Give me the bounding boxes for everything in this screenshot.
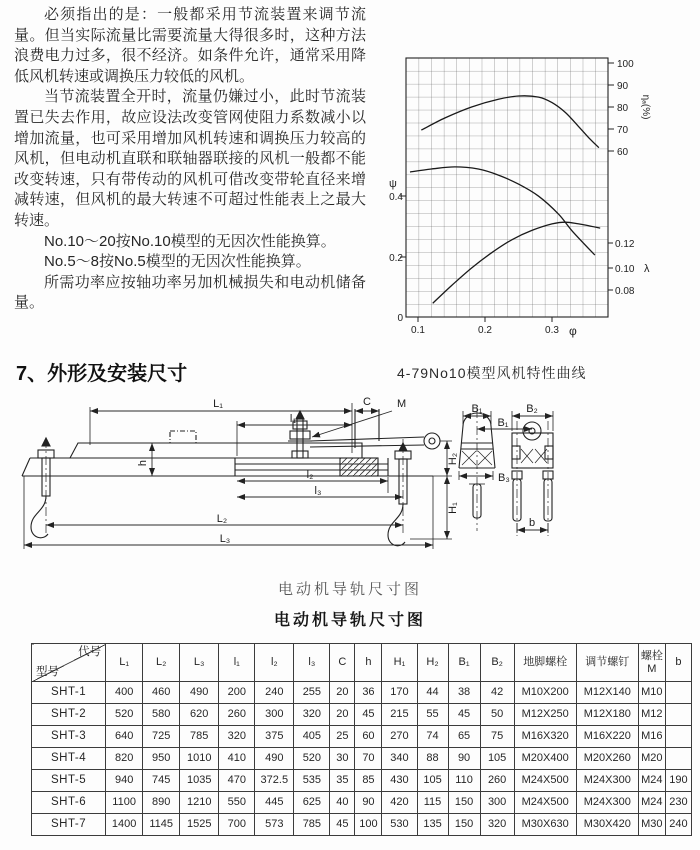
value-cell: 520 — [106, 704, 143, 726]
dim-label-l3: l₃ — [314, 485, 322, 497]
value-cell: 530 — [382, 814, 417, 836]
value-cell: 55 — [417, 704, 448, 726]
column-header: l₁ — [219, 644, 255, 682]
value-cell: 45 — [330, 814, 355, 836]
value-cell: 150 — [448, 792, 480, 814]
corner-header — [32, 644, 106, 682]
value-cell: 150 — [448, 814, 480, 836]
eta-tick-80: 80 — [617, 103, 629, 114]
eta-tick-60: 60 — [617, 147, 629, 158]
value-cell: 75 — [480, 726, 514, 748]
value-cell: 90 — [448, 748, 480, 770]
value-cell: 320 — [480, 814, 514, 836]
value-cell: 100 — [355, 814, 382, 836]
lambda-axis-label: λ — [644, 263, 650, 275]
dim-label-B1-center: B₁ — [497, 417, 509, 429]
value-cell: 320 — [219, 726, 255, 748]
value-cell: M16X220 — [576, 726, 638, 748]
dim-label-B3: B₃ — [498, 472, 510, 484]
value-cell: 620 — [180, 704, 219, 726]
value-cell: 74 — [417, 726, 448, 748]
value-cell: M12X250 — [514, 704, 576, 726]
x-tick-0p2: 0.2 — [478, 325, 492, 336]
table-title: 电动机导轨尺寸图 — [273, 612, 426, 629]
value-cell: 445 — [255, 792, 294, 814]
value-cell: M24X300 — [576, 792, 638, 814]
corner-label-code: 代号 — [78, 646, 102, 658]
value-cell: 372.5 — [255, 770, 294, 792]
right-rail-section — [512, 422, 553, 521]
dim-label-C: C — [363, 396, 371, 408]
model-cell: SHT-2 — [32, 704, 106, 726]
value-cell — [665, 726, 691, 748]
section-heading: 7、外形及安装尺寸 — [16, 363, 188, 385]
value-cell: M16X320 — [514, 726, 576, 748]
value-cell: M30X630 — [514, 814, 576, 836]
paragraph: 当节流装置全开时，流量仍嫌过小，此时节流装置已失去作用，故应设法改变管网使阻力系数减小以增加流量，也可采用增加风机转速和调换压力较高的风机，但电动机直联和联轴器联接的风机一般都不能改变转速，只有带传动的风机可借改变带轮直径来增减转速，但风机的最大转速不可超过性能表上之最大转速。 — [14, 88, 366, 229]
value-cell: 135 — [417, 814, 448, 836]
value-cell — [665, 748, 691, 770]
dim-label-M: M — [397, 398, 407, 410]
left-anchor-hook — [31, 438, 54, 538]
value-cell: 520 — [294, 748, 330, 770]
paragraph: No.10～20按No.10模型的无因次性能换算。 — [44, 232, 336, 250]
value-cell: M30 — [638, 814, 665, 836]
value-cell: 50 — [480, 704, 514, 726]
drawing-svg — [0, 391, 700, 573]
x-axis-label: φ — [569, 324, 577, 338]
table-row — [32, 770, 692, 792]
column-header: B₁ — [448, 644, 480, 682]
table-row — [32, 792, 692, 814]
left-axis-label: ψ — [389, 178, 397, 190]
value-cell: 30 — [330, 748, 355, 770]
model-cell: SHT-6 — [32, 792, 106, 814]
value-cell: 20 — [330, 704, 355, 726]
eta-axis-label: ηₐ(%) — [640, 94, 651, 120]
dim-label-l2: l₂ — [306, 469, 314, 481]
value-cell: 490 — [180, 682, 219, 704]
model-cell: SHT-7 — [32, 814, 106, 836]
column-header: 调节螺钉 — [576, 644, 638, 682]
value-cell: 260 — [219, 704, 255, 726]
eta-tick-90: 90 — [617, 81, 629, 92]
column-header: L₁ — [106, 644, 143, 682]
dim-label-h: h — [137, 459, 149, 467]
x-tick-0p1: 0.1 — [411, 325, 425, 336]
column-header: 螺栓M — [638, 644, 665, 682]
value-cell: 640 — [106, 726, 143, 748]
value-cell: 400 — [106, 682, 143, 704]
value-cell: 45 — [355, 704, 382, 726]
value-cell: 40 — [330, 792, 355, 814]
left-tick-0: 0 — [397, 313, 403, 324]
lambda-tick-008: 0.08 — [615, 286, 635, 297]
value-cell: M24X500 — [514, 770, 576, 792]
model-cell: SHT-5 — [32, 770, 106, 792]
value-cell: 785 — [180, 726, 219, 748]
value-cell: 470 — [219, 770, 255, 792]
fan-performance-chart — [386, 45, 691, 350]
value-cell: 20 — [330, 682, 355, 704]
dim-label-B2: B₂ — [526, 403, 538, 415]
chart-svg — [386, 45, 691, 350]
pull-arm — [310, 437, 424, 447]
table-row — [32, 682, 692, 704]
table-row — [32, 704, 692, 726]
value-cell: 270 — [382, 726, 417, 748]
value-cell: M20 — [638, 748, 665, 770]
value-cell: M24 — [638, 770, 665, 792]
value-cell: 70 — [355, 748, 382, 770]
value-cell: M20X260 — [576, 748, 638, 770]
paragraph: 所需功率应按轴功率另加机械损失和电动机储备量。 — [14, 273, 366, 312]
value-cell: 340 — [382, 748, 417, 770]
value-cell: 745 — [143, 770, 180, 792]
value-cell: 1525 — [180, 814, 219, 836]
value-cell: 375 — [255, 726, 294, 748]
value-cell: M24 — [638, 792, 665, 814]
dim-label-b: b — [528, 517, 536, 529]
column-header: b — [665, 644, 691, 682]
body-text — [14, 5, 366, 314]
value-cell: M24X500 — [514, 792, 576, 814]
value-cell: 940 — [106, 770, 143, 792]
model-cell: SHT-3 — [32, 726, 106, 748]
value-cell: 105 — [417, 770, 448, 792]
column-header: L₂ — [143, 644, 180, 682]
value-cell: 36 — [355, 682, 382, 704]
value-cell: 573 — [255, 814, 294, 836]
hatched-block — [340, 458, 378, 476]
junction-box — [170, 431, 196, 443]
dimension-table-wrap — [31, 643, 692, 836]
dim-label-L2: L₂ — [216, 513, 228, 525]
value-cell: 38 — [448, 682, 480, 704]
lambda-tick-010: 0.10 — [615, 264, 635, 275]
chart-caption: 4-79No10模型风机特性曲线 — [397, 365, 587, 381]
value-cell: 170 — [382, 682, 417, 704]
dimension-table — [31, 643, 692, 836]
value-cell: 1100 — [106, 792, 143, 814]
dim-label-B1: B₁ — [471, 403, 483, 415]
column-header: H₁ — [382, 644, 417, 682]
column-header: 地脚螺栓 — [514, 644, 576, 682]
corner-label-model: 型号 — [36, 665, 59, 678]
value-cell: 88 — [417, 748, 448, 770]
left-tick-0p2: 0.2 — [389, 253, 403, 264]
value-cell: M10X200 — [514, 682, 576, 704]
value-cell: 950 — [143, 748, 180, 770]
value-cell — [665, 682, 691, 704]
value-cell: 580 — [143, 704, 180, 726]
value-cell: 44 — [417, 682, 448, 704]
value-cell: 42 — [480, 682, 514, 704]
left-tick-0p4: 0.4 — [389, 192, 403, 203]
dim-label-H2: H₂ — [447, 452, 459, 466]
column-header: L₃ — [180, 644, 219, 682]
value-cell: 105 — [480, 748, 514, 770]
value-cell: 190 — [665, 770, 691, 792]
value-cell: 410 — [219, 748, 255, 770]
value-cell: 240 — [665, 814, 691, 836]
value-cell: 300 — [480, 792, 514, 814]
table-row — [32, 814, 692, 836]
value-cell: 240 — [255, 682, 294, 704]
value-cell: 110 — [448, 770, 480, 792]
value-cell: 215 — [382, 704, 417, 726]
paragraph: No.5～8按No.5模型的无因次性能换算。 — [44, 253, 311, 271]
value-cell: M20X400 — [514, 748, 576, 770]
value-cell: 1210 — [180, 792, 219, 814]
value-cell: 260 — [480, 770, 514, 792]
value-cell: 420 — [382, 792, 417, 814]
column-header: B₂ — [480, 644, 514, 682]
value-cell: M16 — [638, 726, 665, 748]
lambda-tick-012: 0.12 — [615, 239, 635, 250]
column-header: h — [355, 644, 382, 682]
value-cell: 115 — [417, 792, 448, 814]
value-cell: 535 — [294, 770, 330, 792]
value-cell: 35 — [330, 770, 355, 792]
value-cell: M12X180 — [576, 704, 638, 726]
value-cell: 785 — [294, 814, 330, 836]
x-tick-0p3: 0.3 — [545, 325, 559, 336]
column-header: l₃ — [294, 644, 330, 682]
value-cell: 1400 — [106, 814, 143, 836]
arm-eye — [424, 433, 440, 449]
value-cell: 490 — [255, 748, 294, 770]
value-cell: 725 — [143, 726, 180, 748]
side-dimensions — [24, 411, 447, 545]
table-row — [32, 748, 692, 770]
value-cell: 1010 — [180, 748, 219, 770]
column-header: H₂ — [417, 644, 448, 682]
value-cell: 430 — [382, 770, 417, 792]
value-cell: 300 — [255, 704, 294, 726]
dim-label-l1: l₁ — [289, 413, 297, 425]
right-anchor-hook — [388, 443, 411, 546]
value-cell: 550 — [219, 792, 255, 814]
eta-tick-70: 70 — [617, 125, 629, 136]
model-cell: SHT-1 — [32, 682, 106, 704]
value-cell: 1035 — [180, 770, 219, 792]
paragraph: 必须指出的是：一般都采用节流装置来调节流量。但当实际流量比需要流量大得很多时，这种方法浪费电力过多，很不经济。如条件允许，通常采用降低风机转速或调换压力较低的风机。 — [14, 6, 366, 85]
value-cell: M12X140 — [576, 682, 638, 704]
column-header: l₂ — [255, 644, 294, 682]
eta-tick-100: 100 — [617, 59, 634, 70]
model-cell: SHT-4 — [32, 748, 106, 770]
value-cell: 90 — [355, 792, 382, 814]
value-cell: 320 — [294, 704, 330, 726]
column-header: C — [330, 644, 355, 682]
dim-label-L3: L₃ — [219, 533, 231, 545]
value-cell: 25 — [330, 726, 355, 748]
value-cell: 60 — [355, 726, 382, 748]
drawing-caption: 电动机导轨尺寸图 — [277, 581, 422, 598]
value-cell: M30X420 — [576, 814, 638, 836]
value-cell: 460 — [143, 682, 180, 704]
value-cell: 1145 — [143, 814, 180, 836]
value-cell: 405 — [294, 726, 330, 748]
value-cell: 700 — [219, 814, 255, 836]
value-cell: 45 — [448, 704, 480, 726]
value-cell: 255 — [294, 682, 330, 704]
value-cell: M24X300 — [576, 770, 638, 792]
dim-label-H1: H₁ — [447, 502, 459, 514]
value-cell: 625 — [294, 792, 330, 814]
value-cell: M10 — [638, 682, 665, 704]
value-cell: 230 — [665, 792, 691, 814]
value-cell: 65 — [448, 726, 480, 748]
installation-drawing — [0, 391, 700, 573]
value-cell: M12 — [638, 704, 665, 726]
table-row — [32, 726, 692, 748]
dim-label-L1: L₁ — [213, 398, 223, 410]
value-cell: 200 — [219, 682, 255, 704]
value-cell — [665, 704, 691, 726]
value-cell: 85 — [355, 770, 382, 792]
value-cell: 820 — [106, 748, 143, 770]
value-cell: 890 — [143, 792, 180, 814]
